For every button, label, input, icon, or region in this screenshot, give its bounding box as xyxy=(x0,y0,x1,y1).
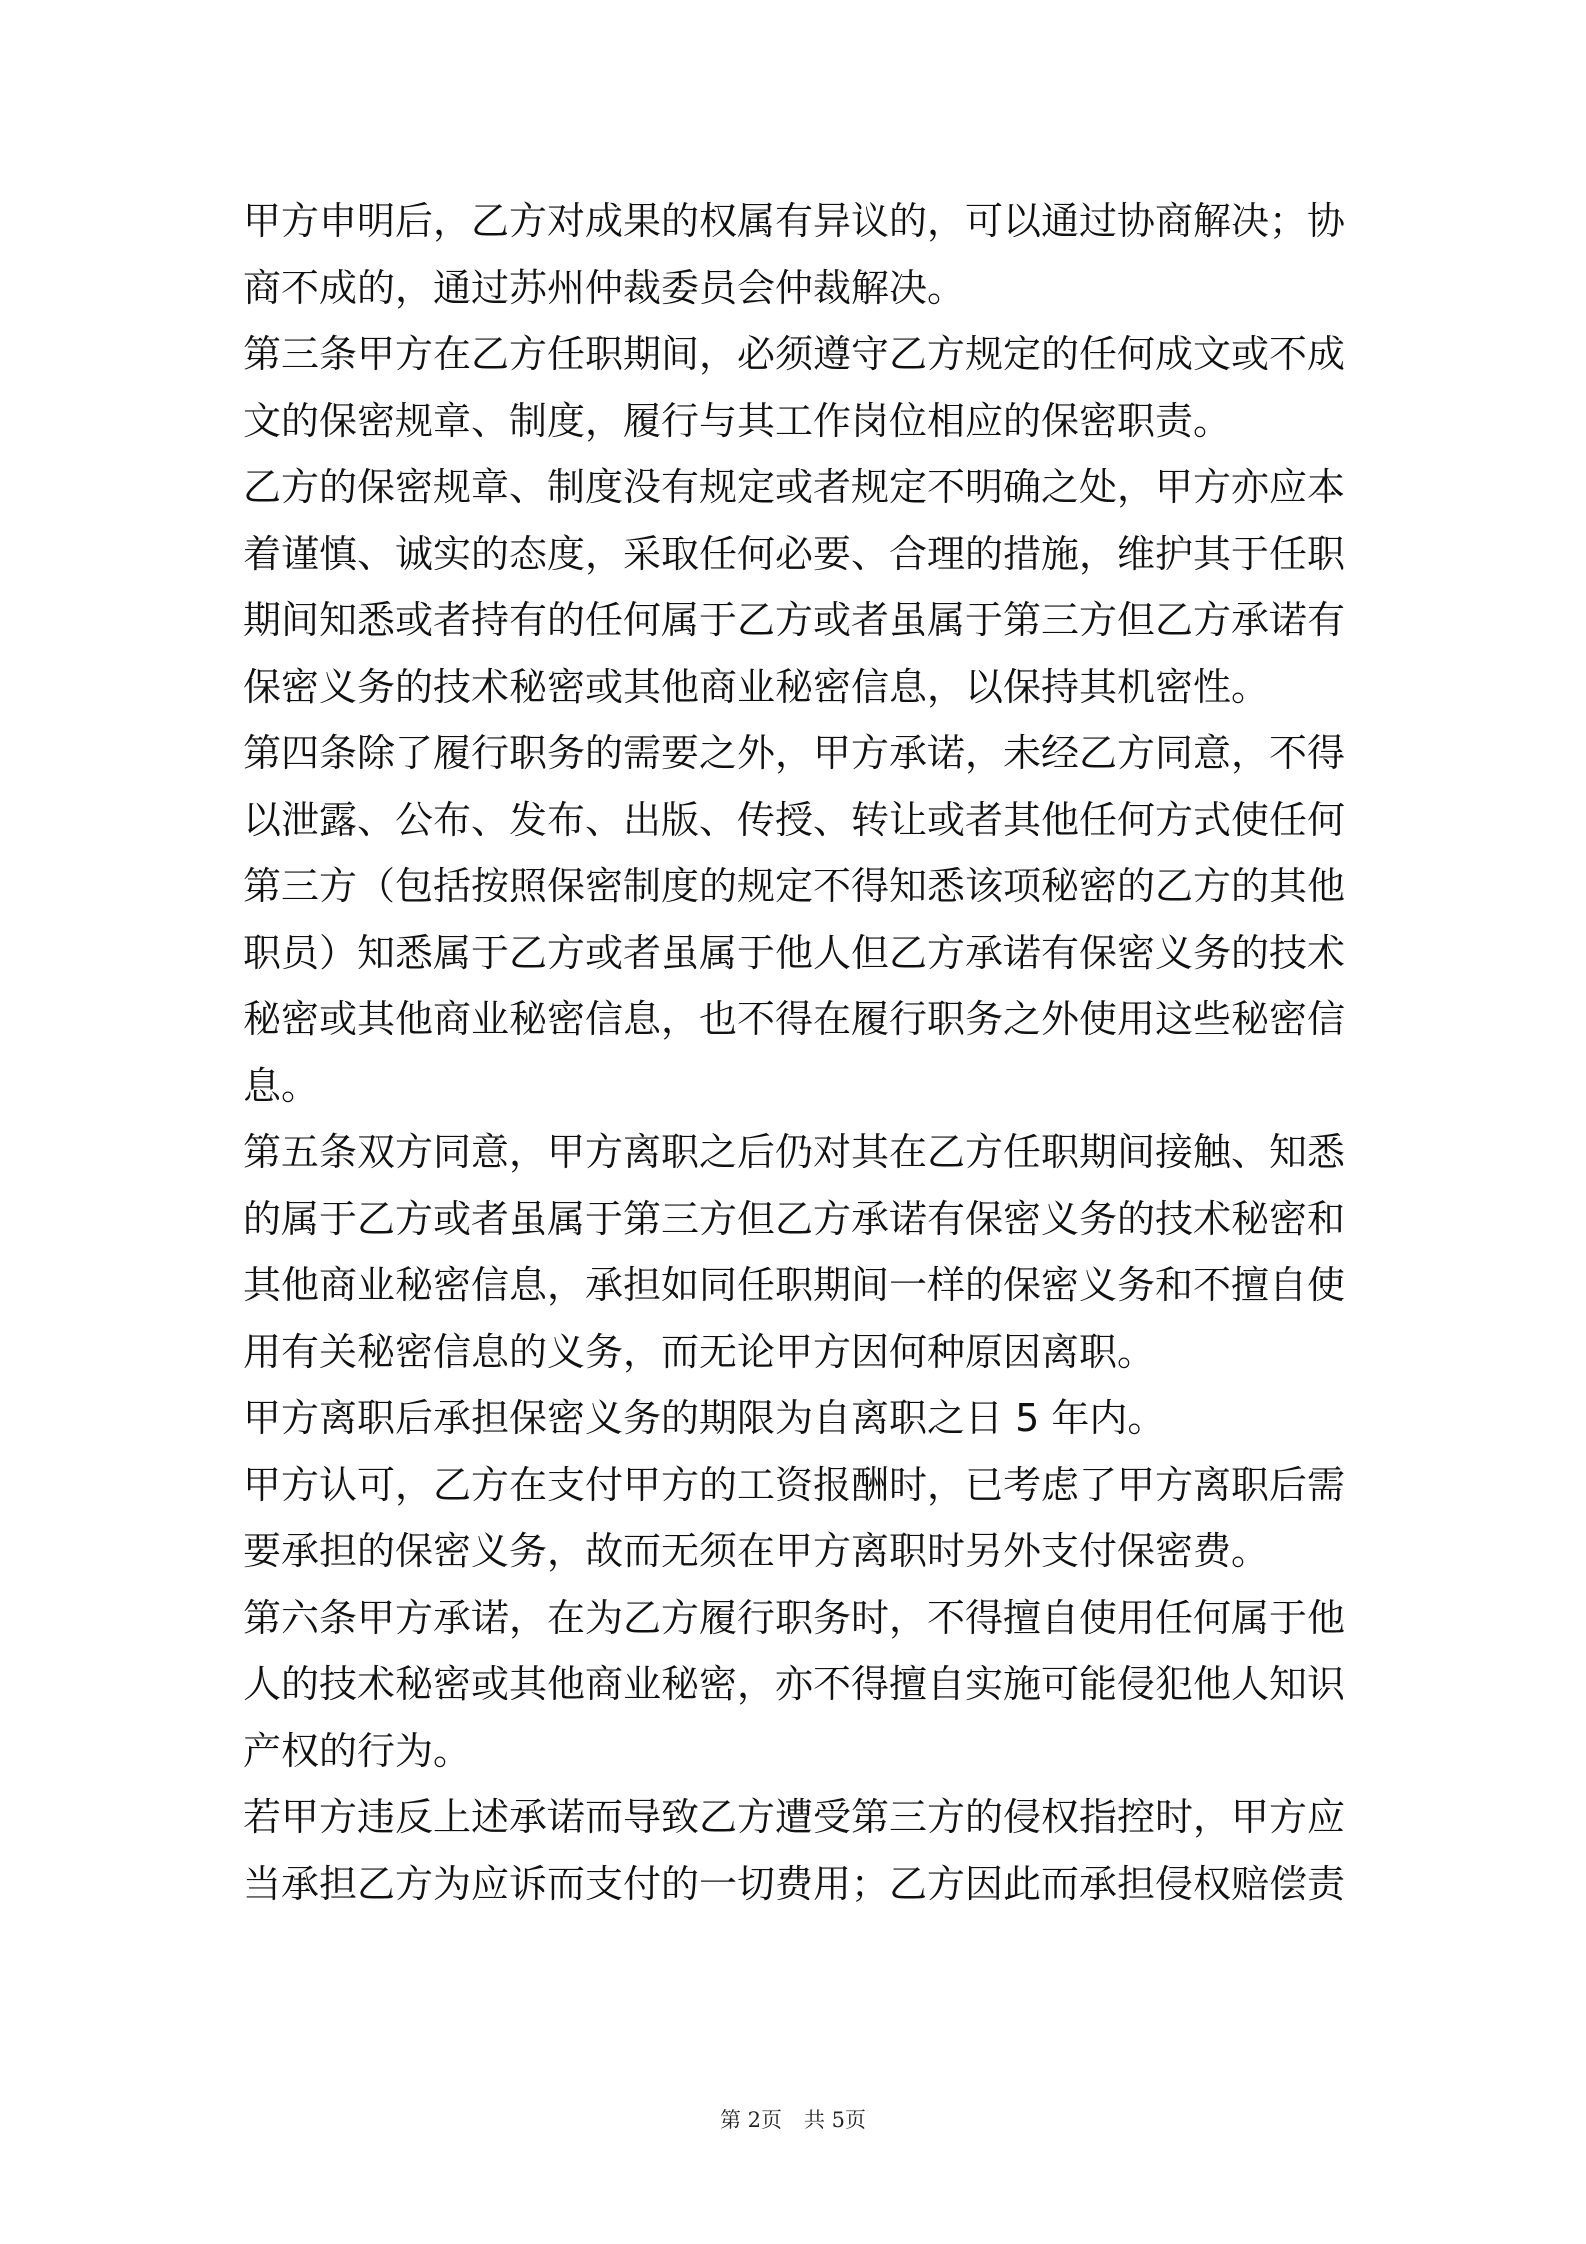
text-line: 当承担乙方为应诉而支付的一切费用；乙方因此而承担侵权赔偿责 xyxy=(243,1861,1346,1906)
text-line: 着谨慎、诚实的态度，采取任何必要、合理的措施，维护其于任职 xyxy=(243,531,1346,576)
document-body xyxy=(243,188,1346,1917)
text-line: 秘密或其他商业秘密信息，也不得在履行职务之外使用这些秘密信 xyxy=(243,997,1346,1041)
text-line: 人的技术秘密或其他商业秘密，亦不得擅自实施可能侵犯他人知识 xyxy=(243,1662,1346,1706)
text-line: 文的保密规章、制度，履行与其工作岗位相应的保密职责。 xyxy=(243,398,1232,443)
text-line: 第四条除了履行职务的需要之外，甲方承诺，未经乙方同意，不得 xyxy=(243,731,1346,775)
text-line: 用有关秘密信息的义务，而无论甲方因何种原因离职。 xyxy=(243,1329,1156,1374)
text-line: 息。 xyxy=(243,1063,320,1108)
text-line: 甲方申明后，乙方对成果的权属有异议的，可以通过协商解决；协 xyxy=(243,199,1346,243)
page-number: 第 2页 xyxy=(719,2108,782,2132)
text-line: 乙方的保密规章、制度没有规定或者规定不明确之处，甲方亦应本 xyxy=(243,465,1346,509)
text-line: 商不成的，通过苏州仲裁委员会仲裁解决。 xyxy=(243,265,966,310)
text-line: 甲方认可，乙方在支付甲方的工资报酬时，已考虑了甲方离职后需 xyxy=(243,1462,1346,1507)
page-total: 共 5页 xyxy=(804,2108,867,2132)
text-line: 若甲方违反上述承诺而导致乙方遭受第三方的侵权指控时，甲方应 xyxy=(243,1795,1346,1839)
text-line: 第三条甲方在乙方任职期间，必须遵守乙方规定的任何成文或不成 xyxy=(243,332,1346,376)
text-line: 保密义务的技术秘密或其他商业秘密信息，以保持其机密性。 xyxy=(243,664,1270,709)
text-line: 其他商业秘密信息，承担如同任职期间一样的保密义务和不擅自使 xyxy=(243,1263,1346,1307)
text-line: 期间知悉或者持有的任何属于乙方或者虽属于第三方但乙方承诺有 xyxy=(243,598,1346,642)
text-line: 要承担的保密义务，故而无须在甲方离职时另外支付保密费。 xyxy=(243,1529,1270,1573)
text-line: 职员）知悉属于乙方或者虽属于他人但乙方承诺有保密义务的技术 xyxy=(243,930,1346,975)
page-footer xyxy=(0,2104,1586,2134)
text-line: 第三方（包括按照保密制度的规定不得知悉该项秘密的乙方的其他 xyxy=(243,864,1346,908)
text-line: 第五条双方同意，甲方离职之后仍对其在乙方任职期间接触、知悉 xyxy=(243,1130,1346,1174)
text-line: 产权的行为。 xyxy=(243,1728,472,1773)
text-line: 第六条甲方承诺，在为乙方履行职务时，不得擅自使用任何属于他 xyxy=(243,1595,1346,1640)
text-line: 以泄露、公布、发布、出版、传授、转让或者其他任何方式使任何 xyxy=(243,797,1346,842)
text-line: 甲方离职后承担保密义务的期限为自离职之日 5 年内。 xyxy=(243,1396,1166,1440)
text-line: 的属于乙方或者虽属于第三方但乙方承诺有保密义务的技术秘密和 xyxy=(243,1196,1346,1241)
